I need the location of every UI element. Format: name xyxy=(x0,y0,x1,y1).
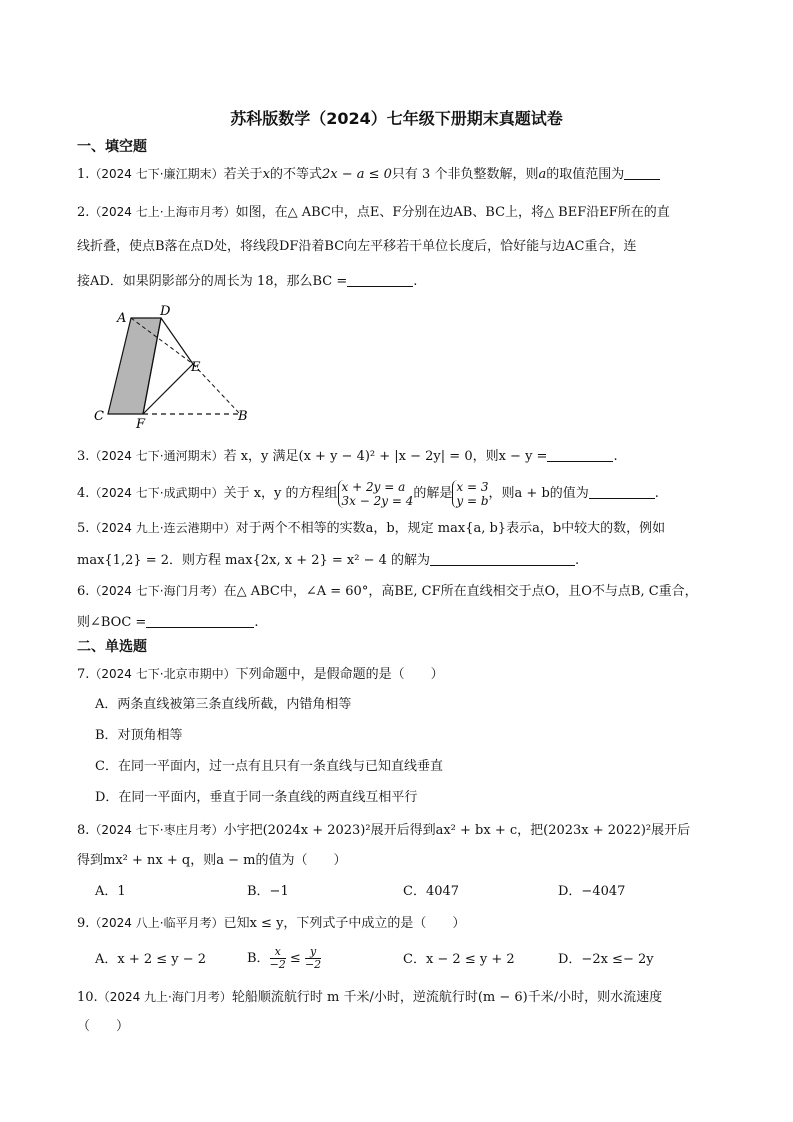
option-9a[interactable]: A．x + 2 ≤ y − 2 xyxy=(95,952,207,967)
answer-blank[interactable] xyxy=(624,165,660,180)
question-1: 1.（2024 七下·廉江期末）若关于x的不等式2x − a ≤ 0只有 3 个非负整数解，则a的取值范围为 xyxy=(77,165,660,184)
question-6-line2: 则∠BOC = . xyxy=(77,615,259,630)
answer-blank[interactable] xyxy=(347,272,413,287)
answer-blank[interactable] xyxy=(146,613,254,628)
answer-blank[interactable] xyxy=(430,551,575,566)
question-8: 8.（2024 七下·枣庄月考）小宇把(2024x + 2023)²展开后得到ax² + bx + c，把(2023x + 2022)²展开后 xyxy=(77,823,691,838)
option-8c[interactable]: C．4047 xyxy=(403,884,460,899)
option-9b[interactable]: B． $\frac{x}{-2}$ ≤ $\frac{y}{-2}$ xyxy=(247,945,322,971)
question-5: 5.（2024 九上·连云港期中）对于两个不相等的实数a，b，规定 max{a, b}表示a，b中较大的数，例如 xyxy=(77,521,666,536)
answer-blank[interactable] xyxy=(547,447,613,462)
option-8d[interactable]: D．−4047 xyxy=(558,884,626,899)
label-a: A xyxy=(117,311,127,326)
question-10: 10.（2024 九上·海门月考）轮船顺流航行时 m 千米/小时，逆流航行时(m − 6)千米/小时，则水流速度 xyxy=(77,990,663,1005)
option-9d[interactable]: D．−2x ≤− 2y xyxy=(558,952,654,967)
question-9: 9.（2024 八上·临平月考）已知x ≤ y，下列式子中成立的是（ ） xyxy=(77,916,466,931)
section-fill-in: 一、填空题 xyxy=(77,139,147,155)
question-3: 3.（2024 七下·通河期末）若 x，y 满足(x + y − 4)² + |x − 2y| = 0，则x − y = . xyxy=(77,449,618,464)
question-8-line2: 得到mx² + nx + q，则a − m的值为（ ） xyxy=(77,853,347,868)
geometry-figure xyxy=(90,300,260,430)
question-6: 6.（2024 七下·海门月考）在△ ABC中，∠A = 60°，高BE, CF所在直线相交于点O，且O不与点B, C重合， xyxy=(77,584,698,599)
section-single-choice: 二、单选题 xyxy=(77,639,147,655)
option-9c[interactable]: C．x − 2 ≤ y + 2 xyxy=(403,952,515,967)
option-7c[interactable]: C．在同一平面内，过一点有且只有一条直线与已知直线垂直 xyxy=(95,759,443,774)
option-7d[interactable]: D．在同一平面内，垂直于同一条直线的两直线互相平行 xyxy=(95,790,418,805)
answer-blank[interactable] xyxy=(589,484,655,499)
label-d: D xyxy=(160,304,171,319)
label-c: C xyxy=(94,409,104,424)
option-8b[interactable]: B．−1 xyxy=(247,884,289,899)
question-2-line2: 线折叠，使点B落在点D处，将线段DF沿着BC向左平移若干单位长度后，恰好能与边AC重合，连 xyxy=(77,239,637,254)
question-2-line3: 接AD．如果阴影部分的周长为 18，那么BC = . xyxy=(77,274,418,289)
question-7: 7.（2024 七下·北京市期中）下列命题中，是假命题的是（ ） xyxy=(77,667,444,682)
question-2: 2.（2024 七上·上海市月考）如图，在△ ABC中，点E、F分别在边AB、BC上，将△ BEF沿EF所在的直 xyxy=(77,205,670,220)
question-4: 4.（2024 七下·成武期中）关于 x，y 的方程组 x + 2y = a 3x − 2y = 4 的解是 x = 3 y = b ，则a + b的值为 . xyxy=(77,479,659,508)
label-f: F xyxy=(136,417,146,430)
page-title: 苏科版数学（2024）七年级下册期末真题试卷 xyxy=(230,109,563,128)
shaded-region xyxy=(108,318,161,414)
option-8a[interactable]: A．1 xyxy=(95,884,126,899)
question-10-line2: （ ） xyxy=(77,1019,130,1034)
label-e: E xyxy=(191,360,201,375)
option-7b[interactable]: B．对顶角相等 xyxy=(95,728,183,743)
option-7a[interactable]: A．两条直线被第三条直线所截，内错角相等 xyxy=(95,697,352,712)
question-5-line2: max{1,2} = 2．则方程 max{2x, x + 2} = x² − 4 的解为 . xyxy=(77,553,580,568)
label-b: B xyxy=(238,409,248,424)
